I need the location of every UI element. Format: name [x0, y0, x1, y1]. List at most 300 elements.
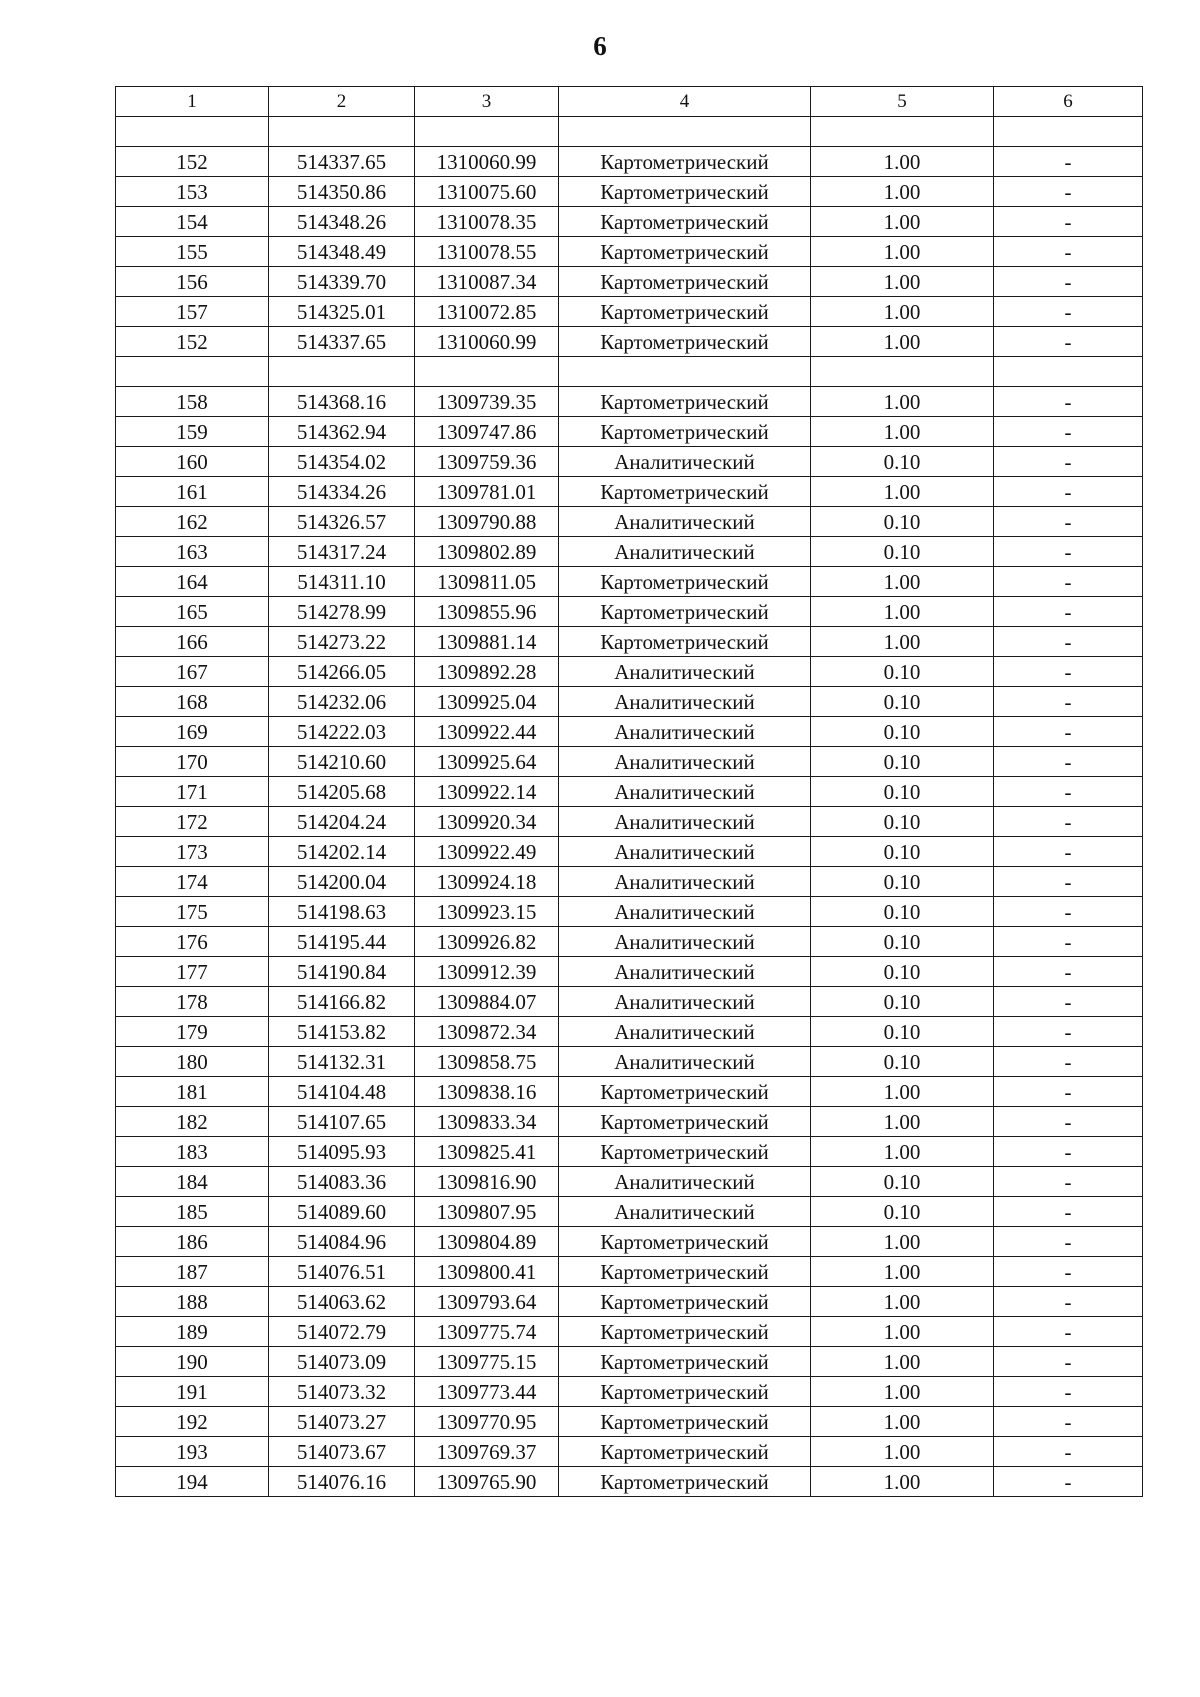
x-coordinate-cell: 514311.10: [269, 567, 415, 597]
method-cell: Аналитический: [559, 1197, 811, 1227]
x-coordinate-cell: [269, 357, 415, 387]
table-row: [116, 777, 1143, 807]
accuracy-cell: 0.10: [811, 447, 994, 477]
point-number-cell: 163: [116, 537, 269, 567]
method-cell: Аналитический: [559, 957, 811, 987]
note-cell: -: [994, 1227, 1143, 1257]
accuracy-cell: 1.00: [811, 267, 994, 297]
note-cell: -: [994, 1347, 1143, 1377]
method-cell: Аналитический: [559, 447, 811, 477]
method-cell: Аналитический: [559, 897, 811, 927]
table-header-row: [116, 87, 1143, 117]
note-cell: -: [994, 297, 1143, 327]
method-cell: Аналитический: [559, 987, 811, 1017]
accuracy-cell: 1.00: [811, 207, 994, 237]
point-number-cell: 159: [116, 417, 269, 447]
point-number-cell: 187: [116, 1257, 269, 1287]
table-row: [116, 357, 1143, 387]
point-number-cell: 169: [116, 717, 269, 747]
y-coordinate-cell: 1309802.89: [415, 537, 559, 567]
x-coordinate-cell: 514089.60: [269, 1197, 415, 1227]
y-coordinate-cell: 1309858.75: [415, 1047, 559, 1077]
y-coordinate-cell: 1309807.95: [415, 1197, 559, 1227]
method-cell: Картометрический: [559, 417, 811, 447]
accuracy-cell: 1.00: [811, 1077, 994, 1107]
method-cell: Картометрический: [559, 1257, 811, 1287]
point-number-cell: 192: [116, 1407, 269, 1437]
accuracy-cell: 1.00: [811, 237, 994, 267]
note-cell: -: [994, 417, 1143, 447]
x-coordinate-cell: 514104.48: [269, 1077, 415, 1107]
note-cell: -: [994, 867, 1143, 897]
point-number-cell: 181: [116, 1077, 269, 1107]
table-row: [116, 1227, 1143, 1257]
point-number-cell: 189: [116, 1317, 269, 1347]
x-coordinate-cell: 514073.09: [269, 1347, 415, 1377]
table-row: [116, 1047, 1143, 1077]
table-row: [116, 1437, 1143, 1467]
accuracy-cell: 0.10: [811, 927, 994, 957]
note-cell: -: [994, 507, 1143, 537]
x-coordinate-cell: 514076.51: [269, 1257, 415, 1287]
x-coordinate-cell: 514362.94: [269, 417, 415, 447]
method-cell: [559, 117, 811, 147]
point-number-cell: 168: [116, 687, 269, 717]
method-cell: Аналитический: [559, 747, 811, 777]
x-coordinate-cell: 514334.26: [269, 477, 415, 507]
x-coordinate-cell: 514084.96: [269, 1227, 415, 1257]
method-cell: Картометрический: [559, 1227, 811, 1257]
y-coordinate-cell: 1309926.82: [415, 927, 559, 957]
point-number-cell: 175: [116, 897, 269, 927]
y-coordinate-cell: 1309920.34: [415, 807, 559, 837]
y-coordinate-cell: 1310087.34: [415, 267, 559, 297]
table-row: [116, 417, 1143, 447]
x-coordinate-cell: 514339.70: [269, 267, 415, 297]
method-cell: Картометрический: [559, 327, 811, 357]
note-cell: -: [994, 1047, 1143, 1077]
accuracy-cell: 1.00: [811, 1437, 994, 1467]
point-number-cell: 166: [116, 627, 269, 657]
note-cell: -: [994, 957, 1143, 987]
x-coordinate-cell: 514190.84: [269, 957, 415, 987]
x-coordinate-cell: 514076.16: [269, 1467, 415, 1497]
accuracy-cell: 0.10: [811, 507, 994, 537]
note-cell: -: [994, 1437, 1143, 1467]
y-coordinate-cell: 1309872.34: [415, 1017, 559, 1047]
point-number-cell: 167: [116, 657, 269, 687]
accuracy-cell: 1.00: [811, 1257, 994, 1287]
note-cell: [994, 357, 1143, 387]
y-coordinate-cell: 1309775.74: [415, 1317, 559, 1347]
x-coordinate-cell: 514063.62: [269, 1287, 415, 1317]
x-coordinate-cell: 514073.67: [269, 1437, 415, 1467]
method-cell: Аналитический: [559, 717, 811, 747]
point-number-cell: 165: [116, 597, 269, 627]
method-cell: Картометрический: [559, 1467, 811, 1497]
point-number-cell: 171: [116, 777, 269, 807]
y-coordinate-cell: 1309781.01: [415, 477, 559, 507]
table-row: [116, 1407, 1143, 1437]
x-coordinate-cell: 514195.44: [269, 927, 415, 957]
method-cell: Картометрический: [559, 1377, 811, 1407]
accuracy-cell: 0.10: [811, 897, 994, 927]
accuracy-cell: 1.00: [811, 327, 994, 357]
note-cell: -: [994, 627, 1143, 657]
table-row: [116, 1467, 1143, 1497]
table-row: [116, 1197, 1143, 1227]
accuracy-cell: 0.10: [811, 1197, 994, 1227]
table-row: [116, 537, 1143, 567]
accuracy-cell: 1.00: [811, 387, 994, 417]
y-coordinate-cell: 1309922.49: [415, 837, 559, 867]
column-header-1: 1: [116, 87, 269, 117]
method-cell: Аналитический: [559, 927, 811, 957]
table-row: [116, 597, 1143, 627]
y-coordinate-cell: 1309923.15: [415, 897, 559, 927]
table-row: [116, 1017, 1143, 1047]
y-coordinate-cell: 1309773.44: [415, 1377, 559, 1407]
point-number-cell: 155: [116, 237, 269, 267]
method-cell: Аналитический: [559, 837, 811, 867]
method-cell: Аналитический: [559, 537, 811, 567]
y-coordinate-cell: 1310072.85: [415, 297, 559, 327]
y-coordinate-cell: [415, 357, 559, 387]
note-cell: -: [994, 687, 1143, 717]
point-number-cell: 193: [116, 1437, 269, 1467]
table-row: [116, 1317, 1143, 1347]
y-coordinate-cell: 1310078.35: [415, 207, 559, 237]
point-number-cell: 176: [116, 927, 269, 957]
method-cell: Картометрический: [559, 567, 811, 597]
x-coordinate-cell: 514072.79: [269, 1317, 415, 1347]
page-number: 6: [593, 31, 607, 61]
accuracy-cell: 1.00: [811, 1317, 994, 1347]
note-cell: -: [994, 567, 1143, 597]
column-header-5: 5: [811, 87, 994, 117]
table-row: [116, 1077, 1143, 1107]
x-coordinate-cell: 514205.68: [269, 777, 415, 807]
x-coordinate-cell: 514107.65: [269, 1107, 415, 1137]
table-row: [116, 717, 1143, 747]
table-row: [116, 1287, 1143, 1317]
y-coordinate-cell: 1310060.99: [415, 147, 559, 177]
method-cell: Аналитический: [559, 507, 811, 537]
x-coordinate-cell: 514266.05: [269, 657, 415, 687]
y-coordinate-cell: 1309912.39: [415, 957, 559, 987]
table-row: [116, 567, 1143, 597]
point-number-cell: 152: [116, 327, 269, 357]
note-cell: -: [994, 987, 1143, 1017]
y-coordinate-cell: 1309793.64: [415, 1287, 559, 1317]
accuracy-cell: 0.10: [811, 717, 994, 747]
point-number-cell: 154: [116, 207, 269, 237]
note-cell: -: [994, 897, 1143, 927]
table-row: [116, 627, 1143, 657]
note-cell: -: [994, 1137, 1143, 1167]
x-coordinate-cell: 514222.03: [269, 717, 415, 747]
point-number-cell: 190: [116, 1347, 269, 1377]
y-coordinate-cell: [415, 117, 559, 147]
point-number-cell: 157: [116, 297, 269, 327]
point-number-cell: 185: [116, 1197, 269, 1227]
x-coordinate-cell: 514337.65: [269, 147, 415, 177]
x-coordinate-cell: 514210.60: [269, 747, 415, 777]
note-cell: -: [994, 837, 1143, 867]
x-coordinate-cell: 514326.57: [269, 507, 415, 537]
method-cell: Картометрический: [559, 597, 811, 627]
method-cell: Картометрический: [559, 1317, 811, 1347]
table-row: [116, 177, 1143, 207]
note-cell: -: [994, 387, 1143, 417]
column-header-6: 6: [994, 87, 1143, 117]
x-coordinate-cell: 514350.86: [269, 177, 415, 207]
accuracy-cell: 0.10: [811, 1017, 994, 1047]
x-coordinate-cell: 514200.04: [269, 867, 415, 897]
x-coordinate-cell: 514325.01: [269, 297, 415, 327]
note-cell: -: [994, 1317, 1143, 1347]
method-cell: [559, 357, 811, 387]
table-row: [116, 1167, 1143, 1197]
note-cell: -: [994, 1407, 1143, 1437]
coordinates-table: [115, 86, 1143, 1497]
method-cell: Аналитический: [559, 1047, 811, 1077]
y-coordinate-cell: 1309775.15: [415, 1347, 559, 1377]
method-cell: Картометрический: [559, 1107, 811, 1137]
y-coordinate-cell: 1309922.14: [415, 777, 559, 807]
method-cell: Картометрический: [559, 1437, 811, 1467]
x-coordinate-cell: 514202.14: [269, 837, 415, 867]
method-cell: Аналитический: [559, 1017, 811, 1047]
y-coordinate-cell: 1309925.64: [415, 747, 559, 777]
accuracy-cell: 0.10: [811, 807, 994, 837]
y-coordinate-cell: 1309855.96: [415, 597, 559, 627]
table-row: [116, 807, 1143, 837]
point-number-cell: 162: [116, 507, 269, 537]
accuracy-cell: 0.10: [811, 777, 994, 807]
table-row: [116, 867, 1143, 897]
note-cell: -: [994, 717, 1143, 747]
note-cell: -: [994, 1377, 1143, 1407]
note-cell: -: [994, 267, 1143, 297]
point-number-cell: 186: [116, 1227, 269, 1257]
table-row: [116, 1107, 1143, 1137]
note-cell: -: [994, 1017, 1143, 1047]
note-cell: -: [994, 1257, 1143, 1287]
method-cell: Картометрический: [559, 1137, 811, 1167]
note-cell: [994, 117, 1143, 147]
method-cell: Картометрический: [559, 1347, 811, 1377]
y-coordinate-cell: 1309925.04: [415, 687, 559, 717]
accuracy-cell: 0.10: [811, 837, 994, 867]
accuracy-cell: 0.10: [811, 747, 994, 777]
method-cell: Аналитический: [559, 1167, 811, 1197]
y-coordinate-cell: 1309765.90: [415, 1467, 559, 1497]
accuracy-cell: 0.10: [811, 867, 994, 897]
y-coordinate-cell: 1309759.36: [415, 447, 559, 477]
method-cell: Картометрический: [559, 207, 811, 237]
x-coordinate-cell: 514354.02: [269, 447, 415, 477]
x-coordinate-cell: 514317.24: [269, 537, 415, 567]
point-number-cell: 178: [116, 987, 269, 1017]
method-cell: Аналитический: [559, 807, 811, 837]
accuracy-cell: 0.10: [811, 957, 994, 987]
note-cell: -: [994, 597, 1143, 627]
accuracy-cell: 0.10: [811, 1167, 994, 1197]
method-cell: Картометрический: [559, 1407, 811, 1437]
table-row: [116, 957, 1143, 987]
method-cell: Картометрический: [559, 177, 811, 207]
accuracy-cell: 0.10: [811, 687, 994, 717]
accuracy-cell: 0.10: [811, 987, 994, 1017]
y-coordinate-cell: 1310060.99: [415, 327, 559, 357]
point-number-cell: 191: [116, 1377, 269, 1407]
note-cell: -: [994, 1467, 1143, 1497]
accuracy-cell: [811, 357, 994, 387]
accuracy-cell: 1.00: [811, 1347, 994, 1377]
table-row: [116, 507, 1143, 537]
point-number-cell: 173: [116, 837, 269, 867]
point-number-cell: 188: [116, 1287, 269, 1317]
table-body: [116, 117, 1143, 1497]
y-coordinate-cell: 1309769.37: [415, 1437, 559, 1467]
method-cell: Картометрический: [559, 387, 811, 417]
y-coordinate-cell: 1309833.34: [415, 1107, 559, 1137]
note-cell: -: [994, 147, 1143, 177]
accuracy-cell: 1.00: [811, 1107, 994, 1137]
y-coordinate-cell: 1310078.55: [415, 237, 559, 267]
point-number-cell: 184: [116, 1167, 269, 1197]
note-cell: -: [994, 1077, 1143, 1107]
x-coordinate-cell: 514083.36: [269, 1167, 415, 1197]
note-cell: -: [994, 477, 1143, 507]
table-row: [116, 477, 1143, 507]
column-header-4: 4: [559, 87, 811, 117]
y-coordinate-cell: 1309811.05: [415, 567, 559, 597]
table-row: [116, 927, 1143, 957]
method-cell: Картометрический: [559, 627, 811, 657]
method-cell: Картометрический: [559, 267, 811, 297]
table-row: [116, 297, 1143, 327]
table-row: [116, 1137, 1143, 1167]
accuracy-cell: 1.00: [811, 297, 994, 327]
accuracy-cell: 1.00: [811, 1287, 994, 1317]
point-number-cell: 156: [116, 267, 269, 297]
accuracy-cell: 1.00: [811, 1227, 994, 1257]
table-row: [116, 447, 1143, 477]
note-cell: -: [994, 447, 1143, 477]
method-cell: Картометрический: [559, 1287, 811, 1317]
accuracy-cell: 1.00: [811, 597, 994, 627]
table-row: [116, 117, 1143, 147]
note-cell: -: [994, 1167, 1143, 1197]
y-coordinate-cell: 1309881.14: [415, 627, 559, 657]
point-number-cell: 160: [116, 447, 269, 477]
table-row: [116, 987, 1143, 1017]
note-cell: -: [994, 237, 1143, 267]
x-coordinate-cell: 514348.26: [269, 207, 415, 237]
accuracy-cell: 1.00: [811, 417, 994, 447]
method-cell: Картометрический: [559, 297, 811, 327]
point-number-cell: 158: [116, 387, 269, 417]
y-coordinate-cell: 1309922.44: [415, 717, 559, 747]
note-cell: -: [994, 177, 1143, 207]
y-coordinate-cell: 1310075.60: [415, 177, 559, 207]
x-coordinate-cell: 514166.82: [269, 987, 415, 1017]
point-number-cell: [116, 357, 269, 387]
point-number-cell: 183: [116, 1137, 269, 1167]
accuracy-cell: [811, 117, 994, 147]
accuracy-cell: 1.00: [811, 567, 994, 597]
table-row: [116, 1257, 1143, 1287]
method-cell: Картометрический: [559, 477, 811, 507]
x-coordinate-cell: 514348.49: [269, 237, 415, 267]
y-coordinate-cell: 1309892.28: [415, 657, 559, 687]
table-row: [116, 1377, 1143, 1407]
x-coordinate-cell: 514095.93: [269, 1137, 415, 1167]
accuracy-cell: 0.10: [811, 1047, 994, 1077]
x-coordinate-cell: 514368.16: [269, 387, 415, 417]
table-row: [116, 327, 1143, 357]
point-number-cell: 179: [116, 1017, 269, 1047]
point-number-cell: 174: [116, 867, 269, 897]
point-number-cell: 177: [116, 957, 269, 987]
x-coordinate-cell: 514132.31: [269, 1047, 415, 1077]
y-coordinate-cell: 1309838.16: [415, 1077, 559, 1107]
point-number-cell: 194: [116, 1467, 269, 1497]
point-number-cell: 152: [116, 147, 269, 177]
table-row: [116, 657, 1143, 687]
point-number-cell: 180: [116, 1047, 269, 1077]
x-coordinate-cell: 514204.24: [269, 807, 415, 837]
table-row: [116, 387, 1143, 417]
table-row: [116, 207, 1143, 237]
x-coordinate-cell: 514278.99: [269, 597, 415, 627]
x-coordinate-cell: 514073.32: [269, 1377, 415, 1407]
table-row: [116, 747, 1143, 777]
x-coordinate-cell: 514198.63: [269, 897, 415, 927]
table-row: [116, 267, 1143, 297]
accuracy-cell: 1.00: [811, 177, 994, 207]
x-coordinate-cell: 514073.27: [269, 1407, 415, 1437]
y-coordinate-cell: 1309924.18: [415, 867, 559, 897]
note-cell: -: [994, 807, 1143, 837]
point-number-cell: [116, 117, 269, 147]
method-cell: Картометрический: [559, 1077, 811, 1107]
y-coordinate-cell: 1309790.88: [415, 507, 559, 537]
x-coordinate-cell: [269, 117, 415, 147]
y-coordinate-cell: 1309800.41: [415, 1257, 559, 1287]
table-row: [116, 147, 1143, 177]
x-coordinate-cell: 514273.22: [269, 627, 415, 657]
accuracy-cell: 1.00: [811, 627, 994, 657]
note-cell: -: [994, 1287, 1143, 1317]
y-coordinate-cell: 1309825.41: [415, 1137, 559, 1167]
note-cell: -: [994, 327, 1143, 357]
method-cell: Аналитический: [559, 777, 811, 807]
y-coordinate-cell: 1309804.89: [415, 1227, 559, 1257]
table-row: [116, 897, 1143, 927]
y-coordinate-cell: 1309816.90: [415, 1167, 559, 1197]
note-cell: -: [994, 747, 1143, 777]
method-cell: Аналитический: [559, 657, 811, 687]
y-coordinate-cell: 1309747.86: [415, 417, 559, 447]
point-number-cell: 161: [116, 477, 269, 507]
accuracy-cell: 0.10: [811, 657, 994, 687]
note-cell: -: [994, 777, 1143, 807]
accuracy-cell: 1.00: [811, 1407, 994, 1437]
accuracy-cell: 1.00: [811, 1137, 994, 1167]
